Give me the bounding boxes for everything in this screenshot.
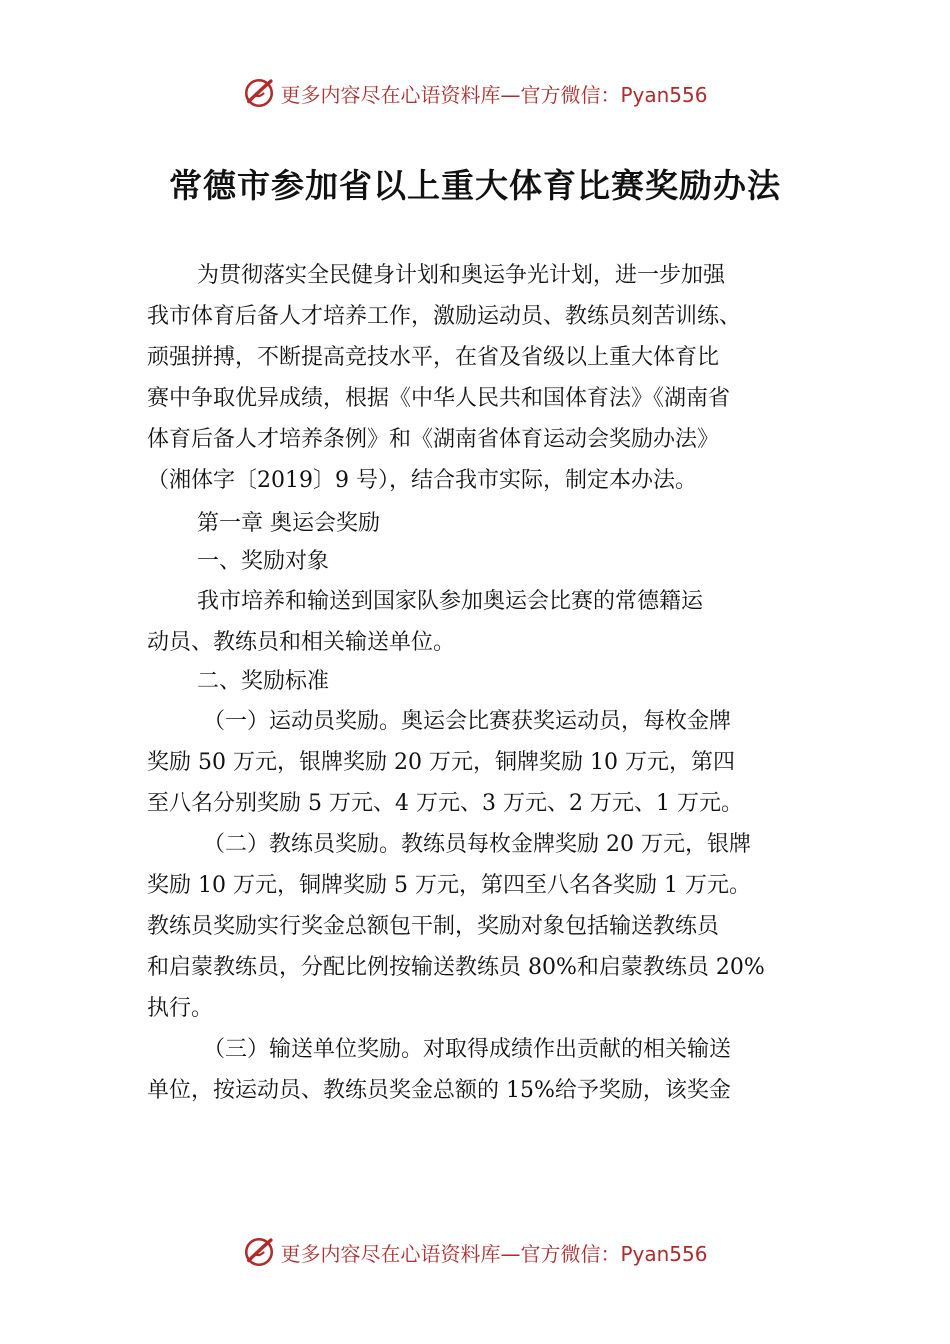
intro-line: 赛中争取优异成绩，根据《中华人民共和国体育法》《湖南省 — [147, 386, 731, 411]
item-line: 奖励 50 万元，银牌奖励 20 万元，铜牌奖励 10 万元，第四 — [147, 750, 735, 775]
document-title: 常德市参加省以上重大体育比赛奖励办法 — [169, 166, 781, 205]
intro-line: 顽强拼搏，不断提高竞技水平，在省及省级以上重大体育比 — [147, 345, 720, 370]
brush-logo-icon — [242, 76, 276, 110]
item-line: （一）运动员奖励。奥运会比赛获奖运动员，每枚金牌 — [203, 709, 732, 734]
intro-line: 我市体育后备人才培养工作，激励运动员、教练员刻苦训练、 — [147, 304, 742, 329]
document-body — [147, 255, 822, 1111]
section-line: 我市培养和输送到国家队参加奥运会比赛的常德籍运 — [197, 589, 704, 614]
item-line: （二）教练员奖励。教练员每枚金牌奖励 20 万元，银牌 — [203, 832, 751, 857]
header-banner-text: 更多内容尽在心语资料库—官方微信：Pyan556 — [280, 82, 708, 107]
item-line: 执行。 — [147, 996, 214, 1021]
intro-line: 体育后备人才培养条例》和《湖南省体育运动会奖励办法》 — [147, 427, 720, 452]
item-line: 单位，按运动员、教练员奖金总额的 15%给予奖励，该奖金 — [147, 1078, 731, 1103]
brush-logo-icon — [242, 1235, 276, 1269]
header-banner — [0, 73, 950, 113]
section-heading: 二、奖励标准 — [197, 669, 330, 694]
footer-banner-text: 更多内容尽在心语资料库—官方微信：Pyan556 — [280, 1241, 708, 1266]
item-line: 教练员奖励实行奖金总额包干制，奖励对象包括输送教练员 — [147, 914, 720, 939]
intro-line: 为贯彻落实全民健身计划和奥运争光计划，进一步加强 — [197, 263, 726, 288]
footer-banner — [0, 1232, 950, 1272]
section-heading: 一、奖励对象 — [197, 549, 330, 574]
chapter-heading: 第一章 奥运会奖励 — [197, 511, 380, 536]
item-line: 和启蒙教练员，分配比例按输送教练员 80%和启蒙教练员 20% — [147, 955, 765, 980]
item-line: 至八名分别奖励 5 万元、4 万元、3 万元、2 万元、1 万元。 — [147, 791, 743, 816]
intro-line: （湘体字〔2019〕9 号），结合我市实际，制定本办法。 — [147, 468, 697, 493]
item-line: （三）输送单位奖励。对取得成绩作出贡献的相关输送 — [203, 1037, 732, 1062]
section-line: 动员、教练员和相关输送单位。 — [147, 630, 456, 655]
item-line: 奖励 10 万元，铜牌奖励 5 万元，第四至八名各奖励 1 万元。 — [147, 873, 751, 898]
